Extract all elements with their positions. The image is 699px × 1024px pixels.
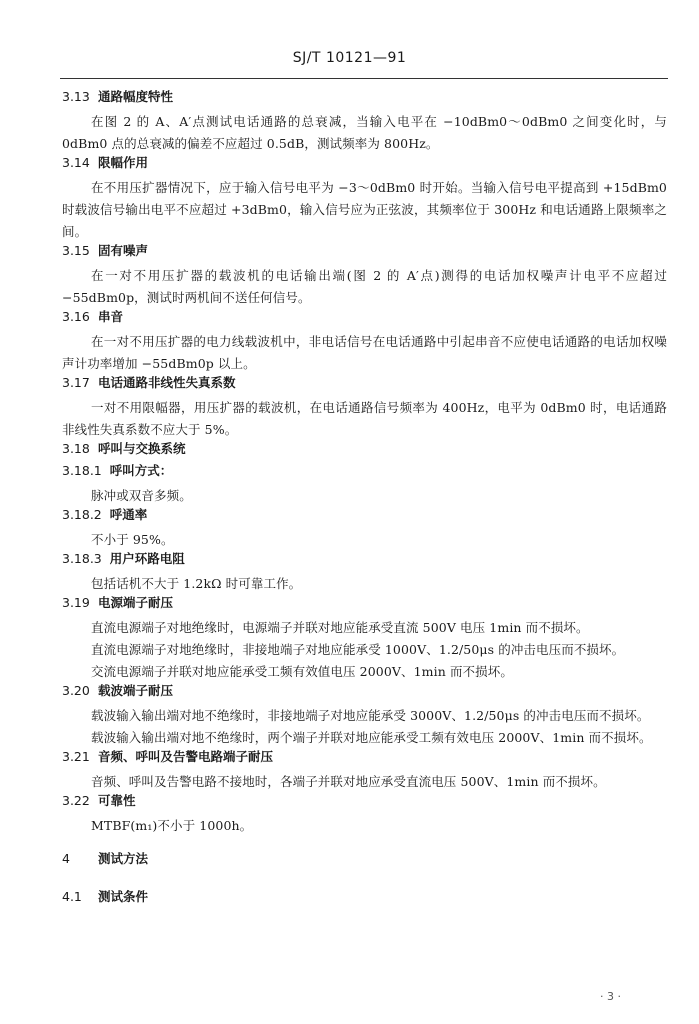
section-title: 呼通率 [109, 507, 148, 522]
section-paragraph: 直流电源端子对地绝缘时，非接地端子对地应能承受 1000V、1.2/50μs 的冲击电压而不损坏。 [91, 642, 625, 657]
section-paragraph: MTBF(m₁)不小于 1000h。 [91, 818, 253, 833]
section-number: 3.18.3 [62, 551, 102, 566]
section-paragraph: 在不用压扩器情况下，应于输入信号电平为 −3～0dBm0 时开始。当输入信号电平提高到 +15dBm0 时载波信号输出电平不应超过 +3dBm0，输入信号应为正弦波，其频率位于 300Hz 和电话通路上限频率之间。 [62, 180, 667, 239]
section-number: 3.22 [62, 793, 90, 808]
section-heading [0, 243, 699, 265]
section-paragraph: 在图 2 的 A、A′点测试电话通路的总衰减，当输入电平在 −10dBm0～0dBm0 之间变化时，与 0dBm0 点的总衰减的偏差不应超过 0.5dB，测试频率为 800Hz。 [62, 114, 667, 151]
section-heading [0, 551, 699, 573]
section-title: 可靠性 [98, 793, 136, 808]
section-number: 3.13 [62, 89, 90, 104]
section-number: 3.17 [62, 375, 90, 390]
section-paragraph: 脉冲或双音多频。 [91, 488, 192, 503]
section-title: 呼叫与交换系统 [98, 441, 186, 456]
section-number: 3.14 [62, 155, 90, 170]
section-paragraph: 交流电源端子并联对地应能承受工频有效值电压 2000V、1min 而不损坏。 [91, 664, 513, 679]
standard-code-header: SJ/T 10121—91 [292, 50, 407, 66]
section-number: 3.20 [62, 683, 90, 698]
section-number: 3.16 [62, 309, 90, 324]
document-body [0, 89, 699, 913]
section-paragraph: 在一对不用压扩器的载波机的电话输出端(图 2 的 A′点)测得的电话加权噪声计电平不应超过 −55dBm0p，测试时两机间不送任何信号。 [62, 268, 667, 305]
section-title: 载波端子耐压 [98, 683, 174, 698]
section-paragraph: 载波输入输出端对地不绝缘时，非接地端子对地应能承受 3000V、1.2/50μs 的冲击电压而不损坏。 [91, 708, 650, 723]
section-number: 3.18.1 [62, 463, 102, 478]
section-title: 限幅作用 [98, 155, 149, 170]
section-heading [0, 683, 699, 705]
section-title: 音频、呼叫及告警电路端子耐压 [98, 749, 274, 764]
section-heading [0, 793, 699, 815]
section-paragraph: 不小于 95%。 [91, 532, 174, 547]
section-heading [0, 441, 699, 463]
section-number: 3.15 [62, 243, 90, 258]
section-title: 固有噪声 [98, 243, 149, 258]
section-heading [0, 507, 699, 529]
chapter-number: 4 [62, 851, 70, 866]
section-heading [0, 89, 699, 111]
section-title: 呼叫方式： [109, 463, 173, 478]
section-paragraph: 载波输入输出端对地不绝缘时，两个端子并联对地应能承受工频有效电压 2000V、1min 而不损坏。 [91, 730, 652, 745]
section-title: 电源端子耐压 [98, 595, 174, 610]
section-paragraph: 音频、呼叫及告警电路不接地时，各端子并联对地应承受直流电压 500V、1min 而不损坏。 [91, 774, 606, 789]
section-heading [0, 463, 699, 485]
header-rule [60, 78, 668, 79]
section-heading [0, 595, 699, 617]
section-number: 3.18.2 [62, 507, 102, 522]
section-heading [0, 749, 699, 771]
section-title: 电话通路非线性失真系数 [98, 375, 236, 390]
section-paragraph: 在一对不用压扩器的电力线载波机中，非电话信号在电话通路中引起串音不应使电话通路的电话加权噪声计功率增加 −55dBm0p 以上。 [62, 334, 667, 371]
section-title: 通路幅度特性 [98, 89, 174, 104]
section-paragraph: 直流电源端子对地绝缘时，电源端子并联对地应能承受直流 500V 电压 1min 而不损坏。 [91, 620, 589, 635]
section-title: 串音 [98, 309, 124, 324]
section-number: 3.19 [62, 595, 90, 610]
section-paragraph: 包括话机不大于 1.2kΩ 时可靠工作。 [91, 576, 302, 591]
section-heading [0, 889, 699, 913]
section-number: 4.1 [62, 889, 82, 904]
section-number: 3.21 [62, 749, 90, 764]
section-heading [0, 155, 699, 177]
chapter-heading [0, 851, 699, 875]
section-title: 用户环路电阻 [109, 551, 185, 566]
section-number: 3.18 [62, 441, 90, 456]
page-number: · 3 · [600, 990, 621, 1003]
section-title: 测试条件 [98, 889, 149, 904]
section-paragraph: 一对不用限幅器，用压扩器的载波机，在电话通路信号频率为 400Hz，电平为 0dBm0 时，电话通路非线性失真系数不应大于 5%。 [62, 400, 667, 437]
section-heading [0, 309, 699, 331]
chapter-title: 测试方法 [98, 851, 149, 866]
section-heading [0, 375, 699, 397]
